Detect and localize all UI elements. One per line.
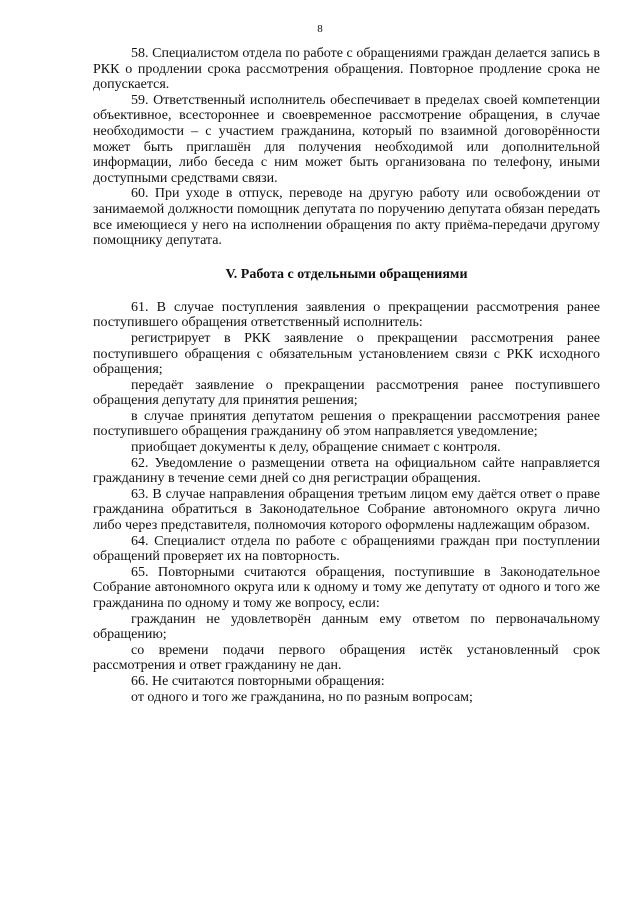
paragraph-59: 59. Ответственный исполнитель обеспечивает в пределах своей компетенции объективное, всестороннее и своевременное рассмотрение обращения, в случае необходимости – с участием гражданина, который по взаимной договорённости может быть приглашён для получения необходимой или дополнительной информации, либо беседа с ним может быть организована по телефону, иными доступными средствами связи. xyxy=(93,92,600,186)
paragraph-58: 58. Специалистом отдела по работе с обращениями граждан делается запись в РКК о продлении срока рассмотрения обращения. Повторное продление срока не допускается. xyxy=(93,46,600,93)
paragraph-66: 66. Не считаются повторными обращения: xyxy=(131,673,385,689)
list-item-attach: приобщает документы к делу, обращение снимает с контроля. xyxy=(131,440,501,456)
section-heading: V. Работа с отдельными обращениями xyxy=(225,266,468,282)
list-item-not-satisfied: гражданин не удовлетворён данным ему ответом по первоначальному обращению; xyxy=(93,611,600,643)
page-number: 8 xyxy=(317,23,323,35)
paragraph-64: 64. Специалист отдела по работе с обращениями граждан при поступлении обращений проверяет их на повторность. xyxy=(93,533,600,565)
paragraph-63: 63. В случае направления обращения третьим лицом ему даётся ответ о праве гражданина обратиться в Законодательное Собрание автономного округа лично либо через представителя, полномочия которого оформлены надлежащим образом. xyxy=(93,486,600,534)
paragraph-65: 65. Повторными считаются обращения, поступившие в Законодательное Собрание автономного округа или к одному и тому же депутату от одного и того же гражданина по одному и тому же вопросу, если: xyxy=(93,564,600,611)
list-item-notify: в случае принятия депутатом решения о прекращении рассмотрения ранее поступившего обращения гражданину об этом направляется уведомление; xyxy=(93,408,600,440)
paragraph-60: 60. При уходе в отпуск, переводе на другую работу или освобождении от занимаемой должности помощник депутата по поручению депутата обязан передать все имеющиеся у него на исполнении обращения по акту приёма-передачи другому помощнику депутата. xyxy=(93,186,600,249)
paragraph-61: 61. В случае поступления заявления о прекращении рассмотрения ранее поступившего обращения ответственный исполнитель: xyxy=(93,299,600,331)
document-body xyxy=(93,46,600,705)
list-item-transfer: передаёт заявление о прекращении рассмотрения ранее поступившего обращения депутату для принятия решения; xyxy=(93,377,600,409)
list-item-deadline-expired: со времени подачи первого обращения истёк установленный срок рассмотрения и ответ гражданину не дан. xyxy=(93,642,600,674)
list-item-different-questions: от одного и того же гражданина, но по разным вопросам; xyxy=(131,689,473,705)
paragraph-62: 62. Уведомление о размещении ответа на официальном сайте направляется гражданину в течение семи дней со дня регистрации обращения. xyxy=(93,455,600,487)
list-item-register: регистрирует в РКК заявление о прекращении рассмотрения ранее поступившего обращения с обязательным установлением связи с РКК исходного обращения; xyxy=(93,330,600,378)
